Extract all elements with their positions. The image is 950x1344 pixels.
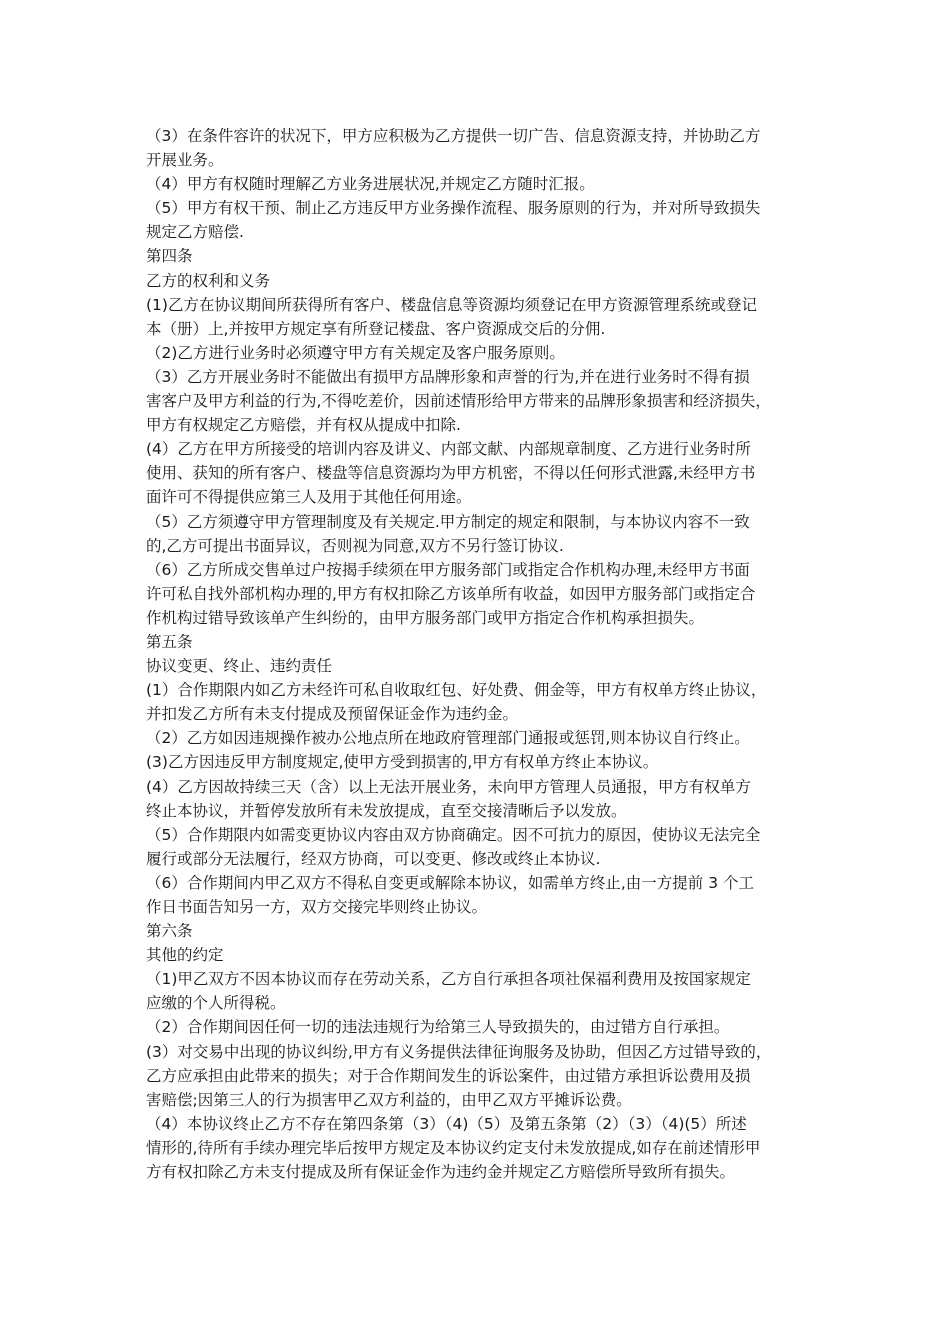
- text-line: 面许可不得提供应第三人及用于其他任何用途。: [146, 488, 472, 507]
- article-heading: 第五条: [146, 632, 193, 651]
- text-line: （2）合作期间因任何一切的违法违规行为给第三人导致损失的，由过错方自行承担。: [146, 1018, 730, 1037]
- document-page: [146, 124, 816, 1184]
- text-line: 乙方应承担由此带来的损失；对于合作期间发生的诉讼案件，由过错方承担诉讼费用及损: [146, 1066, 751, 1085]
- article-5: [146, 630, 816, 919]
- text-line: （4）甲方有权随时理解乙方业务进展状况,并规定乙方随时汇报。: [146, 175, 595, 194]
- text-line: (1）合作期限内如乙方未经许可私自收取红包、好处费、佣金等，甲方有权单方终止协议，: [146, 681, 767, 700]
- text-line: 作机构过错导致该单产生纠纷的，由甲方服务部门或甲方指定合作机构承担损失。: [146, 608, 705, 627]
- text-line: 甲方有权规定乙方赔偿，并有权从提成中扣除.: [146, 416, 461, 435]
- clause-3-items: [146, 124, 816, 244]
- text-line: （5）乙方须遵守甲方管理制度及有关规定.甲方制定的规定和限制，与本协议内容不一致: [146, 512, 750, 531]
- text-line: 终止本协议，并暂停发放所有未发放提成，直至交接清晰后予以发放。: [146, 801, 627, 820]
- text-line: （1)甲乙双方不因本协议而存在劳动关系，乙方自行承担各项社保福利费用及按国家规定: [146, 970, 751, 989]
- article-heading: 第六条: [146, 922, 193, 941]
- text-line: （4）本协议终止乙方不存在第四条第（3）（4)（5）及第五条第（2）（3）（4)(5）所述: [146, 1114, 747, 1133]
- text-line: 规定乙方赔偿.: [146, 223, 244, 242]
- article-4: [146, 244, 816, 630]
- text-line: 本（册）上,并按甲方规定享有所登记楼盘、客户资源成交后的分佣.: [146, 319, 606, 338]
- text-line: 应缴的个人所得税。: [146, 994, 286, 1013]
- text-line: 使用、获知的所有客户、楼盘等信息资源均为甲方机密，不得以任何形式泄露,未经甲方书: [146, 464, 756, 483]
- text-line: （5）甲方有权干预、制止乙方违反甲方业务操作流程、服务原则的行为，并对所导致损失: [146, 199, 761, 218]
- text-line: 情形的,待所有手续办理完毕后按甲方规定及本协议约定支付未发放提成,如存在前述情形甲: [146, 1138, 761, 1157]
- article-6: [146, 919, 816, 1184]
- text-line: （2)乙方进行业务时必须遵守甲方有关规定及客户服务原则。: [146, 343, 565, 362]
- article-title: 乙方的权利和义务: [146, 271, 271, 290]
- article-title: 协议变更、终止、违约责任: [146, 657, 333, 676]
- text-line: (3）对交易中出现的协议纠纷,甲方有义务提供法律征询服务及协助，但因乙方过错导致的，: [146, 1042, 772, 1061]
- text-line: (1)乙方在协议期间所获得所有客户、楼盘信息等资源均须登记在甲方资源管理系统或登记: [146, 295, 757, 314]
- article-heading: 第四条: [146, 247, 193, 266]
- text-line: （5）合作期限内如需变更协议内容由双方协商确定。因不可抗力的原因，使协议无法完全: [146, 825, 761, 844]
- text-line: 许可私自找外部机构办理的,甲方有权扣除乙方该单所有收益，如因甲方服务部门或指定合: [146, 584, 756, 603]
- text-line: （3）在条件容许的状况下，甲方应积极为乙方提供一切广告、信息资源支持，并协助乙方: [146, 127, 761, 145]
- text-line: （2）乙方如因违规操作被办公地点所在地政府管理部门通报或惩罚,则本协议自行终止。: [146, 729, 750, 748]
- text-line: 方有权扣除乙方未支付提成及所有保证金作为违约金并规定乙方赔偿所导致所有损失。: [146, 1163, 736, 1182]
- article-title: 其他的约定: [146, 946, 224, 965]
- text-line: （6）乙方所成交售单过户按揭手续须在甲方服务部门或指定合作机构办理,未经甲方书面: [146, 560, 750, 579]
- text-line: 作日书面告知另一方，双方交接完毕则终止协议。: [146, 898, 488, 916]
- text-line: (4）乙方因故持续三天（含）以上无法开展业务，未向甲方管理人员通报，甲方有权单方: [146, 777, 751, 796]
- text-line: 开展业务。: [146, 151, 224, 170]
- text-line: （3）乙方开展业务时不能做出有损甲方品牌形象和声誉的行为,并在进行业务时不得有损: [146, 367, 750, 386]
- text-line: 并扣发乙方所有未支付提成及预留保证金作为违约金。: [146, 705, 519, 724]
- text-line: (3)乙方因违反甲方制度规定,使甲方受到损害的,甲方有权单方终止本协议。: [146, 753, 659, 772]
- text-line: 害客户及甲方利益的行为,不得吃差价，因前述情形给甲方带来的品牌形象损害和经济损失，: [146, 392, 771, 411]
- text-line: 的,乙方可提出书面异议，否则视为同意,双方不另行签订协议.: [146, 536, 564, 555]
- text-line: 履行或部分无法履行，经双方协商，可以变更、修改或终止本协议.: [146, 849, 601, 868]
- text-line: （6）合作期间内甲乙双方不得私自变更或解除本协议，如需单方终止,由一方提前 3 个工: [146, 873, 755, 892]
- text-line: (4）乙方在甲方所接受的培训内容及讲义、内部文献、内部规章制度、乙方进行业务时所: [146, 440, 751, 459]
- text-line: 害赔偿;因第三人的行为损害甲乙双方利益的，由甲乙双方平摊诉讼费。: [146, 1090, 632, 1109]
